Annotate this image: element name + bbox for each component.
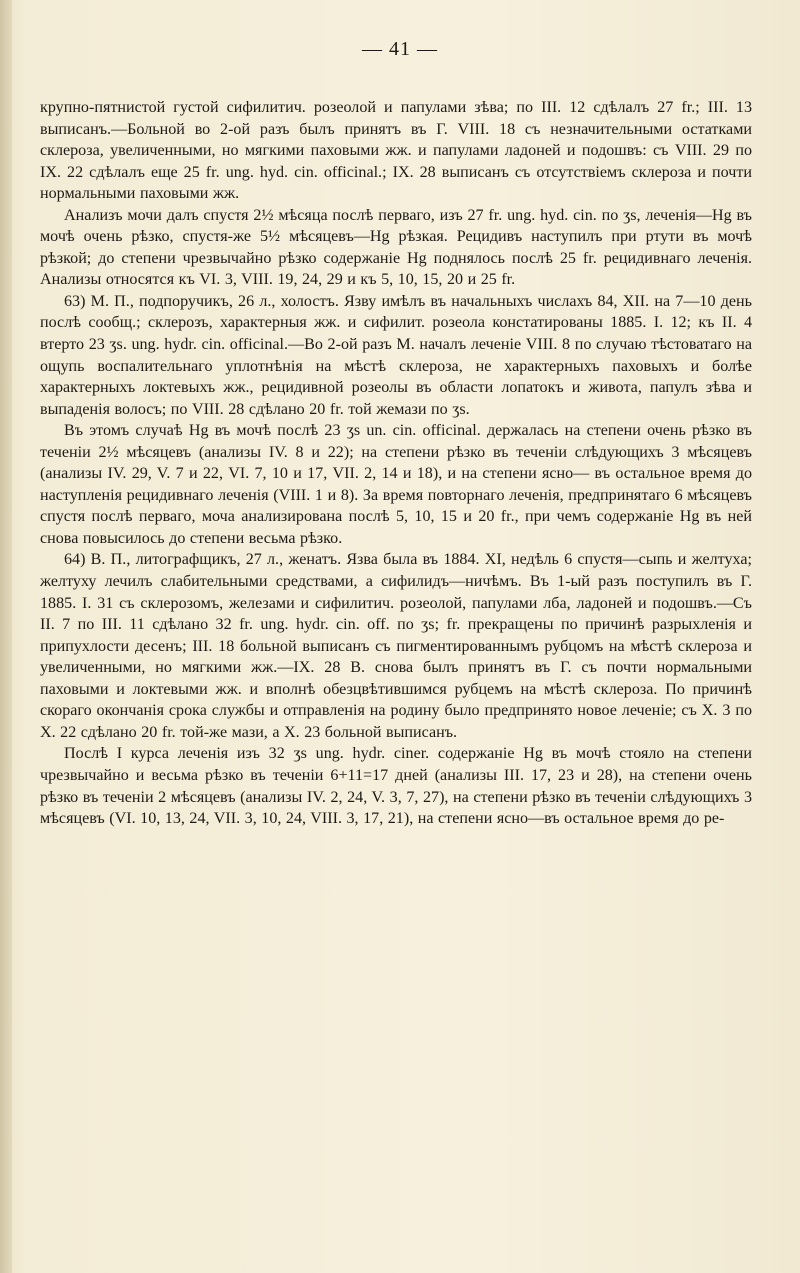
paragraph: 63) М. П., подпоручикъ, 26 л., холостъ. Язву имѣлъ въ начальныхъ числахъ 84, XII. на 7—10 день послѣ сообщ.; склерозъ, характерныя жж. и сифилит. розеола констатированы 1885. I. 12; къ II. 4 втерто 23 ʒs. ung. hydr. cin. officinal.—Во 2-ой разъ М. началъ леченіе VIII. 8 по случаю тѣстоватаго на ощупь воспалительнаго уплотнѣнія на мѣстѣ склероза, не характерныхъ паховыхъ и болѣе характерныхъ локтевыхъ жж., рецидивной розеолы въ области лопатокъ и живота, папулъ зѣва и выпаденія волосъ; по VIII. 28 сдѣлано 20 fr. той жемази по ʒs. <box>40 292 752 418</box>
paragraph: 64) В. П., литографщикъ, 27 л., женатъ. Язва была въ 1884. XI, недѣль 6 спустя—сыпь и желтуха; желтуху лечилъ слабительными средствами, а сифилидъ—ничѣмъ. Въ 1-ый разъ поступилъ въ Г. 1885. I. 31 съ склерозомъ, железами и сифилитич. розеолой, папулами лба, ладоней и подошвъ.—Съ II. 7 по III. 11 сдѣлано 32 fr. ung. hydr. cin. off. по ʒs; fr. прекращены по причинѣ разрыхленія и припухлости десенъ; III. 18 больной выписанъ съ пигментированнымъ рубцомъ на мѣстѣ склероза и увеличенными, но мягкими жж.—IX. 28 В. снова былъ принятъ въ Г. съ почти нормальными паховыми и локтевыми жж. и вполнѣ обезцвѣтившимся рубцемъ на мѣстѣ склероза. По причинѣ скораго окончанія срока службы и отправленія на родину было предпринято новое леченіе; съ X. 3 по X. 22 сдѣлано 20 fr. той-же мази, а X. 23 больной выписанъ. <box>40 551 752 741</box>
paragraph: крупно-пятнистой густой сифилитич. розеолой и папулами зѣва; по III. 12 сдѣлалъ 27 fr.; III. 13 выписанъ.—Больной во 2-ой разъ былъ принятъ въ Г. VIII. 18 съ незначительными остатками склероза, увеличенными, но мягкими паховыми жж. и папулами ладоней и подошвъ: съ VIII. 29 по IX. 22 сдѣлалъ еще 25 fr. ung. hyd. cin. officinal.; IX. 28 выписанъ съ отсутствіемъ склероза и почти нормальными паховыми жж. <box>40 99 752 203</box>
paragraph: Анализъ мочи далъ спустя 2½ мѣсяца послѣ перваго, изъ 27 fr. ung. hyd. cin. по ʒs, леченія—Hg въ мочѣ очень рѣзко, спустя-же 5½ мѣсяцевъ—Hg рѣзкая. Рецидивъ наступилъ при ртути въ мочѣ рѣзкой; до степени чрезвычайно рѣзко содержаніе Hg поднялось послѣ 25 fr. рецидивнаго леченія. Анализы относятся къ VI. 3, VIII. 19, 24, 29 и къ 5, 10, 15, 20 и 25 fr. <box>40 206 752 289</box>
binding-edge <box>0 0 12 1273</box>
paragraph: Послѣ I курса леченія изъ 32 ʒs ung. hydr. ciner. содержаніе Hg въ мочѣ стояло на степени чрезвычайно и весьма рѣзко въ теченіи 6+11=17 дней (анализы III. 17, 23 и 28), на степени очень рѣзко въ теченіи 2 мѣсяцевъ (анализы IV. 2, 24, V. 3, 7, 27), на степени рѣзко въ теченіи слѣдующихъ 3 мѣсяцевъ (VI. 10, 13, 24, VII. 3, 10, 24, VIII. 3, 17, 21), на степени ясно—въ остальное время до ре- <box>40 745 752 828</box>
paragraph: Въ этомъ случаѣ Hg въ мочѣ послѣ 23 ʒs un. cin. officinal. держалась на степени очень рѣзко въ теченіи 2½ мѣсяцевъ (анализы IV. 8 и 22); на степени рѣзко въ теченіи слѣдующихъ 3 мѣсяцевъ (анализы IV. 29, V. 7 и 22, VI. 7, 10 и 17, VII. 2, 14 и 18), и на степени ясно— въ остальное время до наступленія рецидивнаго леченія (VIII. 1 и 8). За время повторнаго леченія, предпринятаго 6 мѣсяцевъ спустя послѣ перваго, моча анализирована послѣ 5, 10, 15 и 20 fr., при чемъ содержаніе Hg въ ней снова повысилось до степени весьма рѣзко. <box>40 422 752 547</box>
page-number: — 41 — <box>362 38 438 60</box>
body-text <box>40 97 752 830</box>
